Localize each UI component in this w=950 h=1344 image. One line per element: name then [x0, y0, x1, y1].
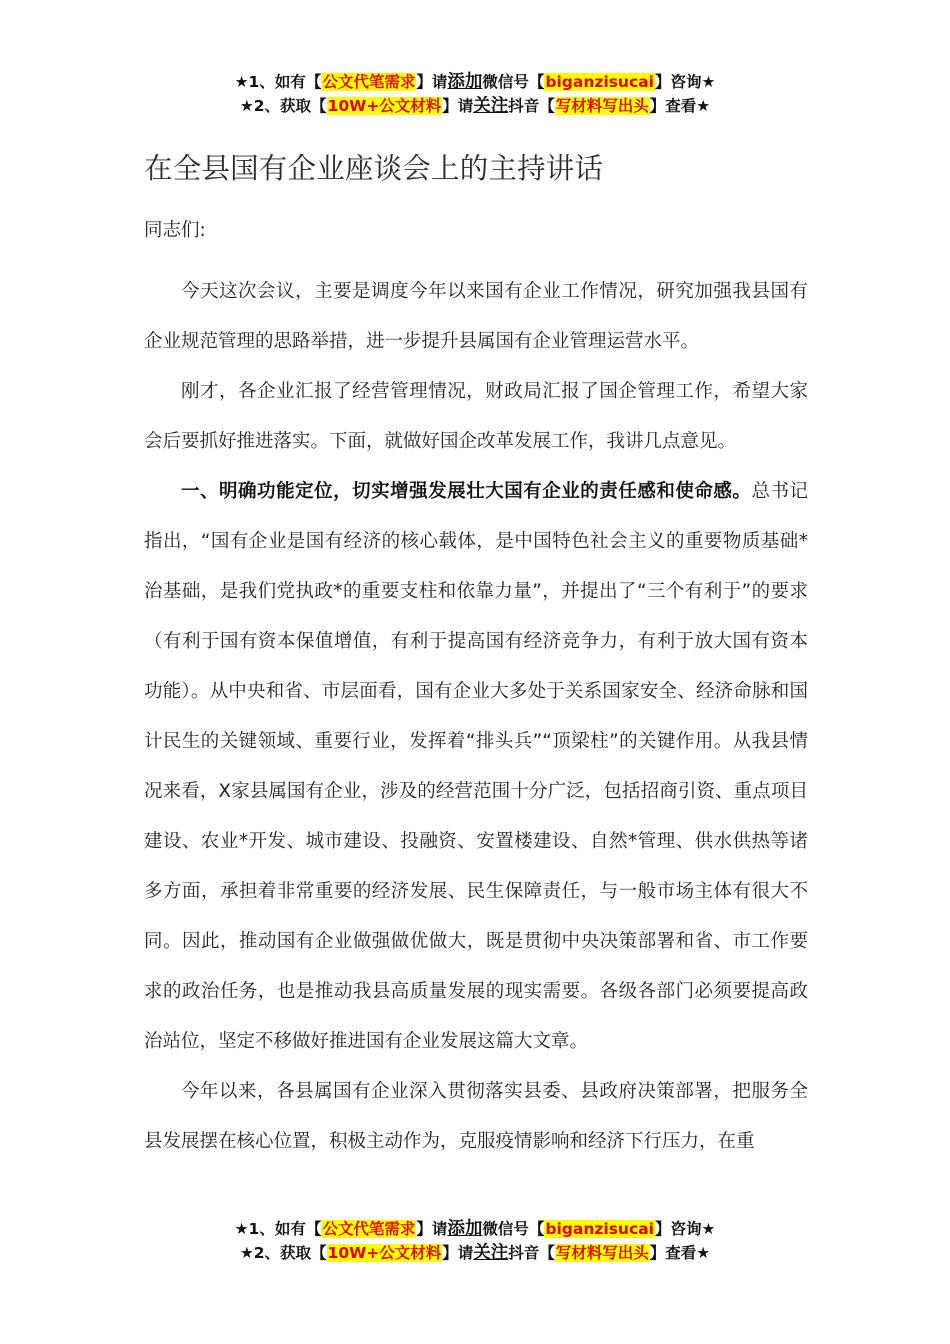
banner-text: 】请: [442, 1244, 474, 1262]
banner-emphasis: 添加: [447, 72, 483, 92]
document-body: [144, 267, 808, 1167]
paragraph-3-body: 总书记指出，“国有企业是国有经济的核心载体，是中国特色社会主义的重要物质基础*治基础，是我们党执政*的重要支柱和依靠力量”，并提出了“三个有利于”的要求（有利于国有资本保值增值，有利于提高国有经济竞争力，有利于放大国有资本功能）。从中央和省、市层面看，国有企业大多处于关系国家安全、经济命脉和国计民生的关键领域、重要行业，发挥着“排头兵”“顶梁柱”的关键作用。从我县情况来看，X家县属国有企业，涉及的经营范围十分广泛，包括招商引资、重点项目建设、农业*开发、城市建设、投融资、安置楼建设、自然*管理、供水供热等诸多方面，承担着非常重要的经济发展、民生保障责任，与一般市场主体有很大不同。因此，推动国有企业做强做优做大，既是贯彻中央决策部署和省、市工作要求的政治任务，也是推动我县高质量发展的现实需要。各级各部门必须要提高政治站位，坚定不移做好推进国有企业发展这篇大文章。: [144, 481, 808, 1052]
banner-text: 】请: [416, 1220, 448, 1238]
greeting: 同志们:: [144, 220, 206, 241]
footer-banner: [0, 1217, 950, 1265]
banner-douyin-id: 写材料写出头: [555, 97, 649, 115]
banner-line-1: [0, 70, 950, 94]
banner-line-1: [0, 1217, 950, 1241]
banner-text: ★2、获取【: [239, 97, 327, 115]
banner-text: 微信号【: [482, 1220, 545, 1238]
banner-line-2: [0, 94, 950, 118]
banner-text: 】咨询★: [654, 1220, 716, 1238]
document-title: 在全县国有企业座谈会上的主持讲话: [144, 152, 604, 185]
paragraph-3: [144, 467, 808, 1067]
paragraph-4: 今年以来，各县属国有企业深入贯彻落实县委、县政府决策部署，把服务全县发展摆在核心位置，积极主动作为，克服疫情影响和经济下行压力，在重: [144, 1081, 808, 1152]
banner-highlight: 公文代笔需求: [322, 73, 416, 91]
banner-wechat-id: biganzisucai: [545, 73, 654, 91]
paragraph-2: 刚才，各企业汇报了经营管理情况，财政局汇报了国企管理工作，希望大家会后要抓好推进落实。下面，就做好国企改革发展工作，我讲几点意见。: [144, 381, 808, 452]
banner-wechat-id: biganzisucai: [545, 1220, 654, 1238]
paragraph-1: 今天这次会议，主要是调度今年以来国有企业工作情况，研究加强我县国有企业规范管理的思路举措，进一步提升县属国有企业管理运营水平。: [144, 281, 808, 352]
banner-text: 】查看★: [649, 1244, 711, 1262]
banner-text: 微信号【: [482, 73, 545, 91]
banner-text: 】咨询★: [654, 73, 716, 91]
banner-text: ★1、如有【: [234, 1220, 322, 1238]
banner-text: 】查看★: [649, 97, 711, 115]
banner-line-2: [0, 1241, 950, 1265]
banner-text: ★1、如有【: [234, 73, 322, 91]
section-heading: 一、明确功能定位，切实增强发展壮大国有企业的责任感和使命感。: [181, 481, 752, 502]
banner-highlight: 公文代笔需求: [322, 1220, 416, 1238]
banner-highlight: 10W+公文材料: [327, 1244, 442, 1262]
banner-emphasis: 关注: [473, 1243, 509, 1263]
banner-douyin-id: 写材料写出头: [555, 1244, 649, 1262]
banner-emphasis: 添加: [447, 1219, 483, 1239]
banner-text: 抖音【: [508, 1244, 555, 1262]
banner-text: 】请: [416, 73, 448, 91]
banner-emphasis: 关注: [473, 96, 509, 116]
banner-text: 】请: [442, 97, 474, 115]
header-banner: [0, 70, 950, 118]
banner-text: ★2、获取【: [239, 1244, 327, 1262]
banner-text: 抖音【: [508, 97, 555, 115]
banner-highlight: 10W+公文材料: [327, 97, 442, 115]
